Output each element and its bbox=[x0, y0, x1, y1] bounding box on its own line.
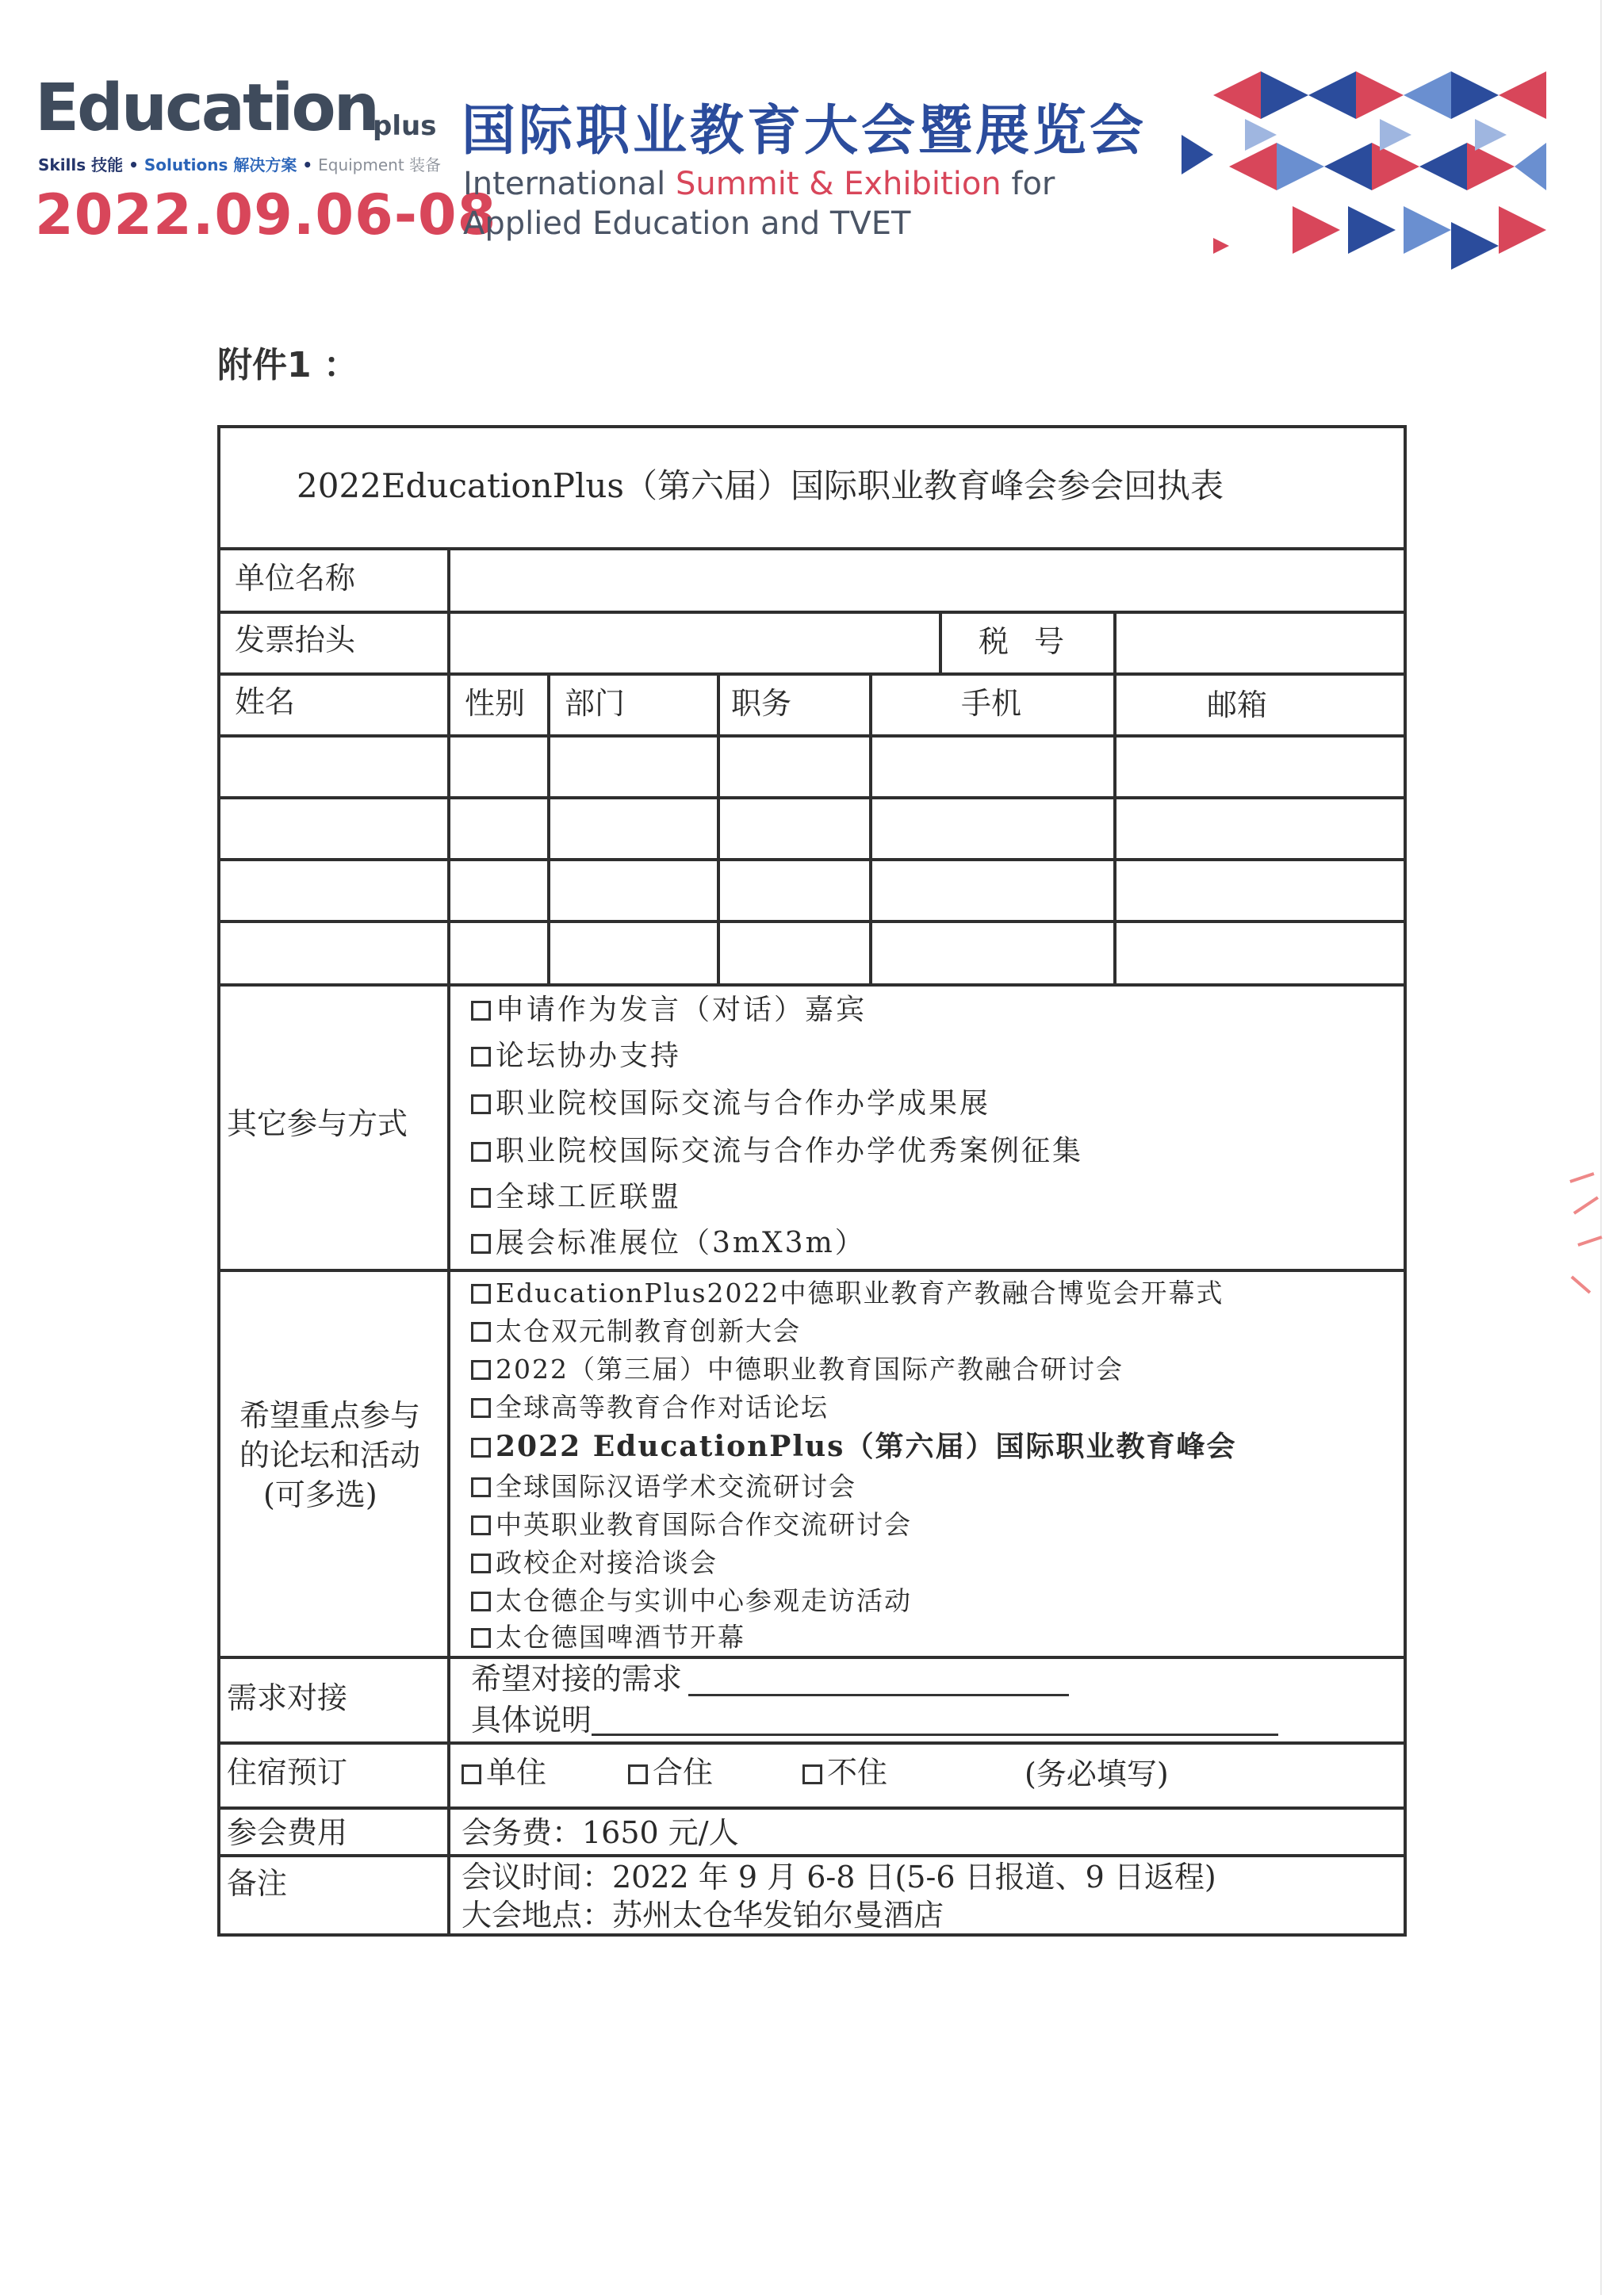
checkbox[interactable] bbox=[471, 1094, 491, 1114]
logo-plus: plus bbox=[373, 110, 437, 142]
form-border-top bbox=[217, 425, 1407, 428]
logo-wordmark: Education bbox=[35, 71, 378, 146]
lodging-single[interactable]: 单住 bbox=[462, 1757, 546, 1787]
event-item[interactable]: 太仓德国啤酒节开幕 bbox=[471, 1624, 745, 1650]
label-forums-line1: 希望重点参与 bbox=[239, 1398, 421, 1433]
option-speaker[interactable]: 申请作为发言（对话）嘉宾 bbox=[471, 996, 867, 1025]
event-item[interactable]: 2022（第三届）中德职业教育国际产教融合研讨会 bbox=[471, 1356, 1124, 1382]
option-case-collection[interactable]: 职业院校国际交流与合作办学优秀案例征集 bbox=[471, 1137, 1083, 1166]
form-border-bottom bbox=[217, 1933, 1407, 1937]
geometric-triangles-graphic bbox=[1166, 48, 1562, 285]
label-lodging: 住宿预订 bbox=[227, 1755, 348, 1790]
event-item[interactable]: EducationPlus2022中德职业教育产教融合博览会开幕式 bbox=[471, 1280, 1224, 1306]
tag-solutions: Solutions 解决方案 bbox=[144, 155, 297, 174]
label-needs: 需求对接 bbox=[227, 1680, 348, 1715]
fee-value: 会务费：1650 元/人 bbox=[462, 1815, 739, 1850]
option-standard-booth[interactable]: 展会标准展位（3mX3m） bbox=[471, 1229, 866, 1258]
checkbox[interactable] bbox=[471, 1234, 491, 1254]
event-title-en-line1: International Summit & Exhibition for bbox=[463, 166, 1055, 202]
event-title-cn: 国际职业教育大会暨展览会 bbox=[462, 100, 1147, 163]
checkbox[interactable] bbox=[471, 1047, 491, 1067]
event-item[interactable]: 全球高等教育合作对话论坛 bbox=[471, 1394, 829, 1420]
tax-no-field[interactable] bbox=[1116, 614, 1404, 672]
lodging-required-note: (务必填写) bbox=[1025, 1757, 1169, 1791]
label-remarks: 备注 bbox=[227, 1866, 288, 1901]
checkbox[interactable] bbox=[471, 1142, 491, 1162]
event-item[interactable]: 中英职业教育国际合作交流研讨会 bbox=[471, 1511, 912, 1538]
event-item-highlight[interactable]: 2022 EducationPlus（第六届）国际职业教育峰会 bbox=[471, 1432, 1236, 1461]
form-border-left bbox=[217, 425, 220, 1937]
label-tax-no: 税 号 bbox=[979, 624, 1073, 659]
attachment-label: 附件1 ： bbox=[217, 345, 358, 385]
attendee-rows[interactable] bbox=[220, 738, 1404, 983]
label-fee: 参会费用 bbox=[227, 1815, 348, 1850]
event-item[interactable]: 太仓德企与实训中心参观走访活动 bbox=[471, 1588, 912, 1614]
event-item[interactable]: 太仓双元制教育创新大会 bbox=[471, 1318, 801, 1344]
scan-edge bbox=[1600, 0, 1602, 2295]
needs-detail-prompt: 具体说明 bbox=[471, 1703, 592, 1738]
remarks-venue: 大会地点：苏州太仓华发铂尔曼酒店 bbox=[462, 1898, 944, 1933]
event-title-en-line2: Applied Education and TVET bbox=[463, 205, 911, 242]
lodging-shared[interactable]: 合住 bbox=[628, 1757, 713, 1787]
label-gender: 性别 bbox=[465, 686, 526, 721]
option-achievement-expo[interactable]: 职业院校国际交流与合作办学成果展 bbox=[471, 1090, 990, 1118]
needs-detail-fill-line[interactable] bbox=[592, 1734, 1278, 1736]
label-other-ways: 其它参与方式 bbox=[227, 1106, 408, 1141]
label-name: 姓名 bbox=[235, 684, 296, 719]
tag-equipment: Equipment 装备 bbox=[318, 155, 442, 174]
logo-tagline: Skills 技能 • Solutions 解决方案 • Equipment 装备 bbox=[38, 155, 442, 174]
lodging-none[interactable]: 不住 bbox=[802, 1757, 887, 1787]
event-date: 2022.09.06-08 bbox=[35, 182, 497, 247]
checkbox[interactable] bbox=[471, 1001, 491, 1021]
option-forum-support[interactable]: 论坛协办支持 bbox=[471, 1042, 681, 1071]
form-border-right bbox=[1404, 425, 1407, 1937]
label-dept: 部门 bbox=[565, 686, 626, 721]
org-name-field[interactable] bbox=[450, 550, 1404, 611]
label-forums-line3: (可多选) bbox=[263, 1477, 377, 1512]
invoice-title-field[interactable] bbox=[450, 614, 939, 672]
form-title: 2022EducationPlus（第六届）国际职业教育峰会参会回执表 bbox=[297, 466, 1224, 505]
red-stamp-fragment bbox=[1562, 1166, 1610, 1301]
label-invoice-title: 发票抬头 bbox=[235, 623, 356, 657]
needs-fill-line[interactable] bbox=[688, 1694, 1069, 1696]
label-forums-line2: 的论坛和活动 bbox=[239, 1438, 421, 1473]
label-phone: 手机 bbox=[961, 686, 1022, 721]
checkbox[interactable] bbox=[471, 1188, 491, 1208]
label-position: 职务 bbox=[731, 686, 792, 721]
label-email: 邮箱 bbox=[1207, 688, 1268, 722]
option-craftsman-alliance[interactable]: 全球工匠联盟 bbox=[471, 1183, 681, 1212]
tag-skills: Skills 技能 bbox=[38, 155, 124, 174]
needs-prompt: 希望对接的需求 bbox=[471, 1661, 683, 1696]
label-org-name: 单位名称 bbox=[235, 561, 356, 596]
remarks-time: 会议时间：2022 年 9 月 6-8 日(5-6 日报道、9 日返程) bbox=[462, 1860, 1216, 1895]
event-item[interactable]: 全球国际汉语学术交流研讨会 bbox=[471, 1473, 856, 1500]
registration-form bbox=[217, 425, 1407, 1933]
event-item[interactable]: 政校企对接洽谈会 bbox=[471, 1550, 718, 1576]
